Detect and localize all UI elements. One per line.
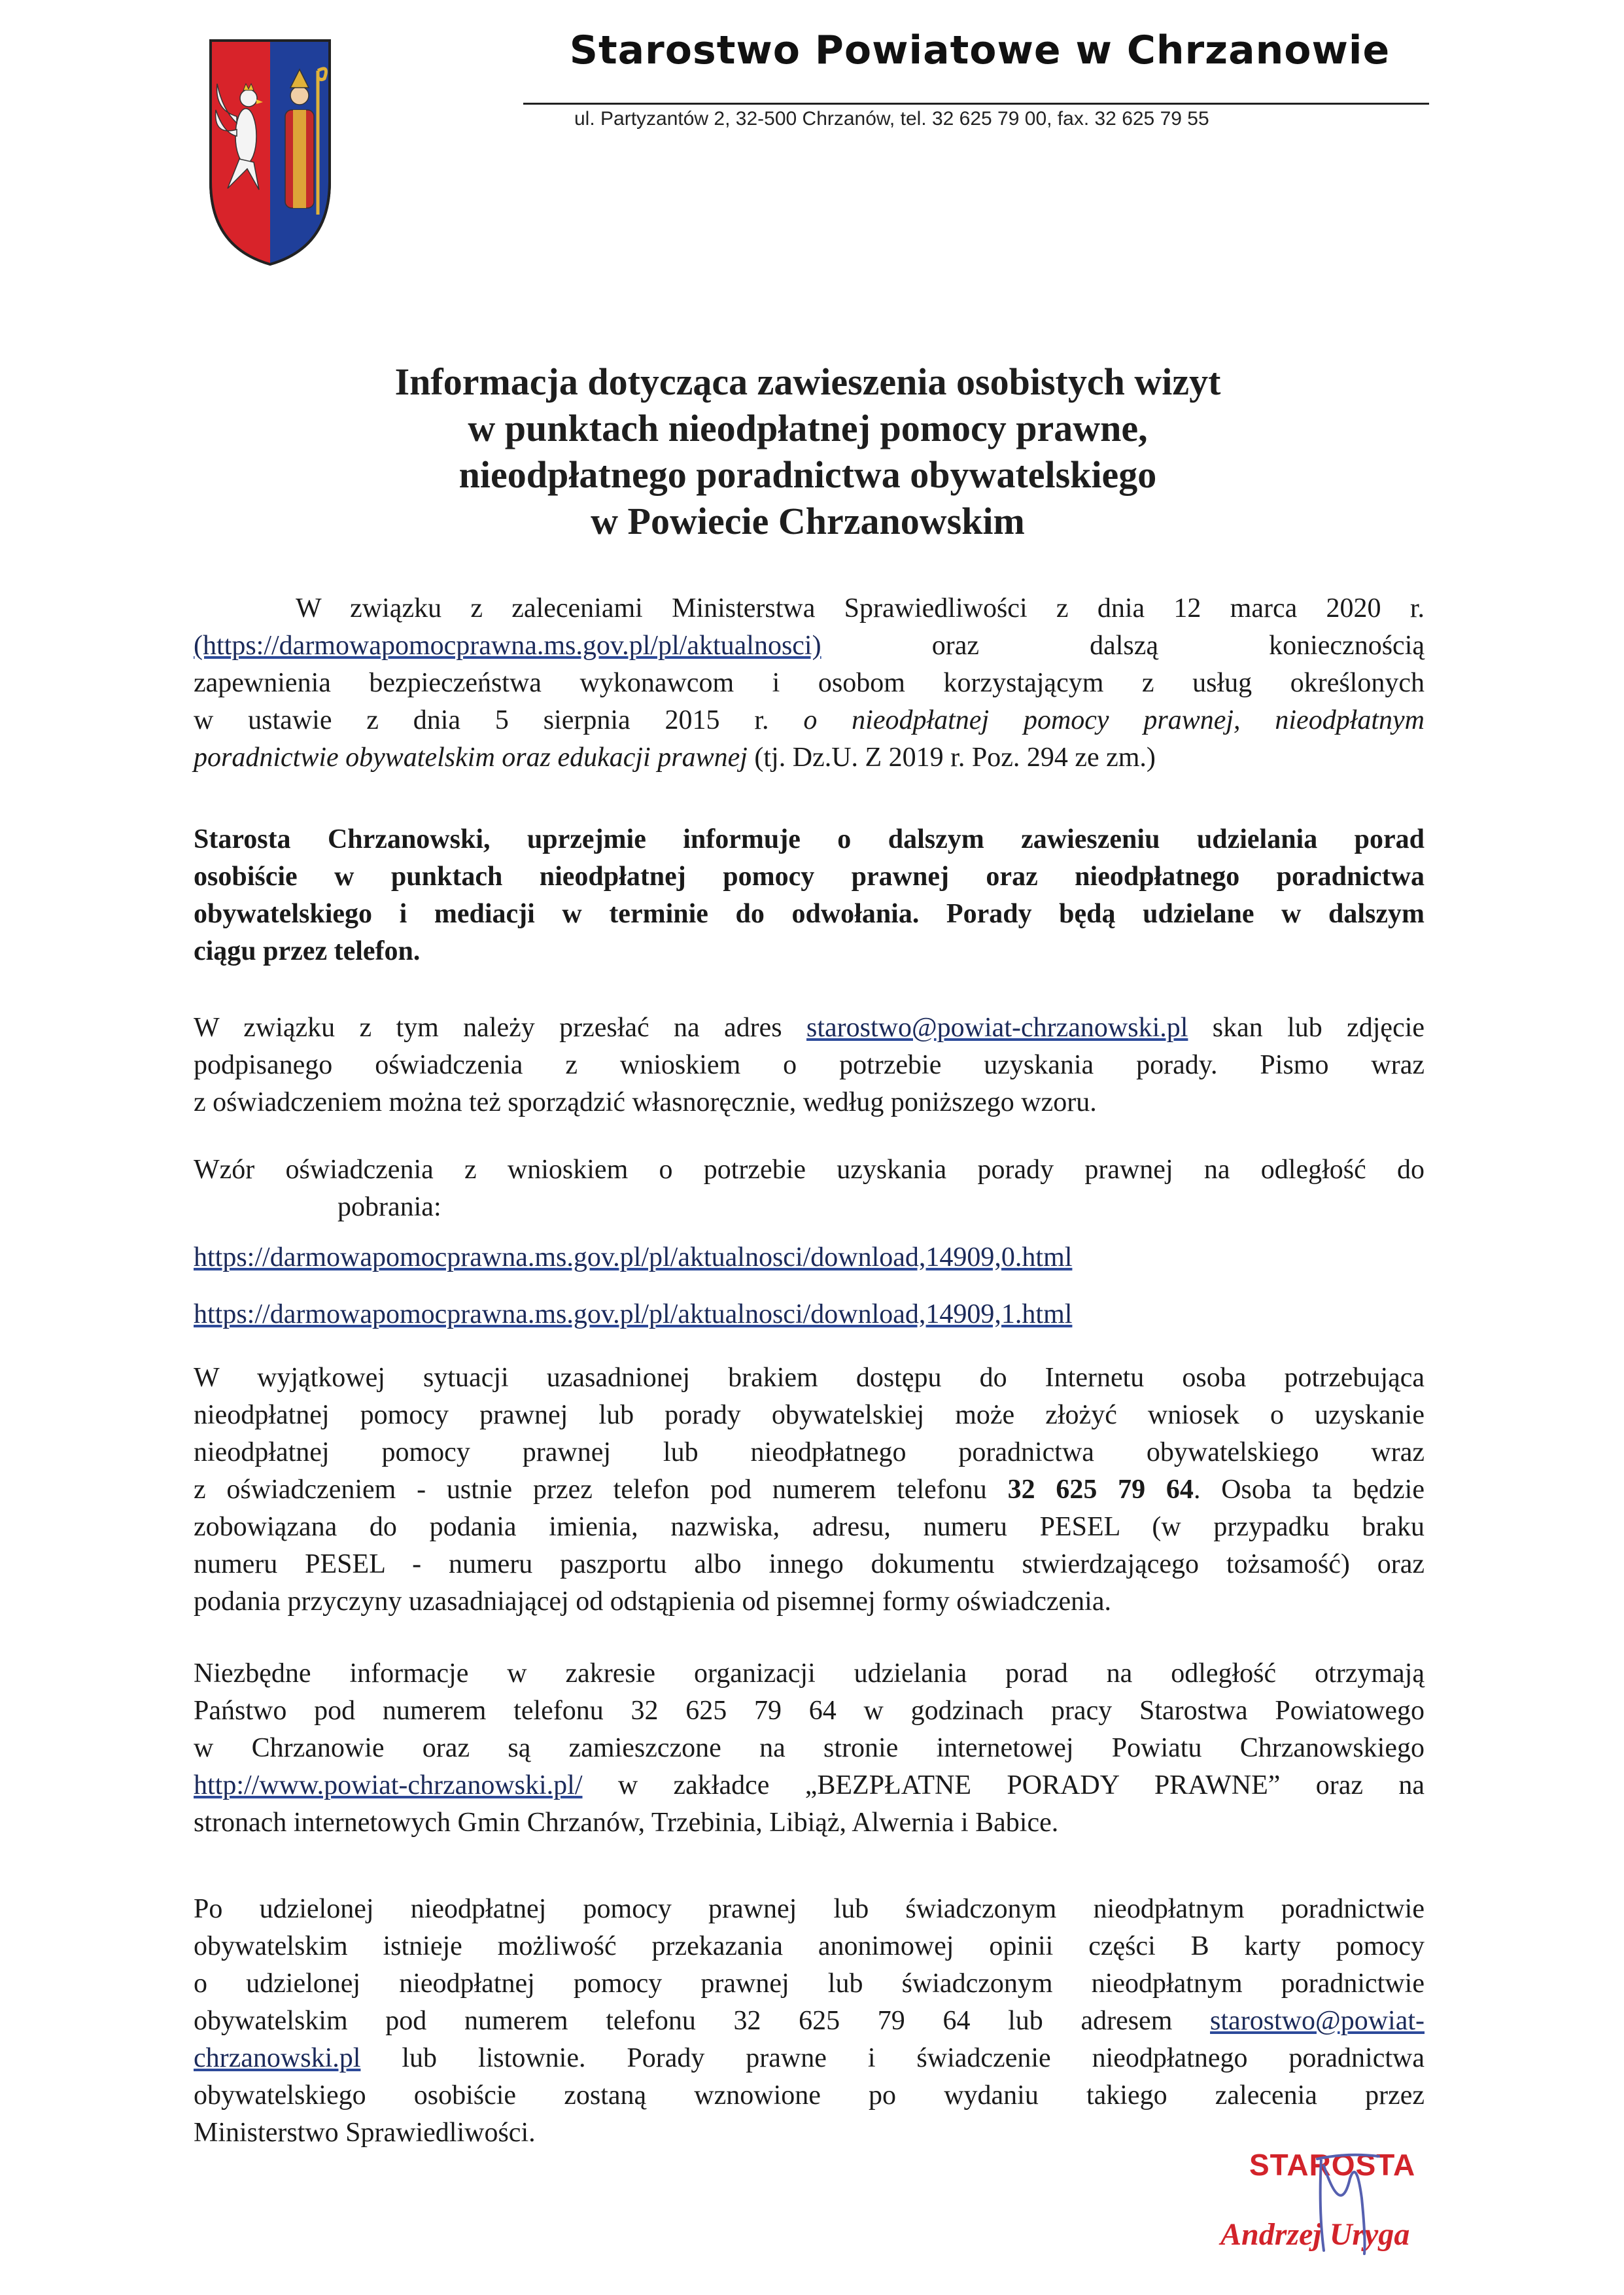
text-line: nieodpłatnej pomocy prawnej lub porady obywatelskiej może złożyć wniosek o uzyskanie <box>194 1400 1425 1430</box>
text-line: obywatelskim istnieje możliwość przekazania anonimowej opinii części B karty pomocy <box>194 1931 1425 1961</box>
document-title <box>196 359 1419 544</box>
county-website-link[interactable]: http://www.powiat-chrzanowski.pl/ <box>194 1770 583 1800</box>
act-title-fragment: o nieodpłatnej pomocy prawnej, nieodpłatnym <box>803 705 1425 735</box>
text-fragment: oraz dalszą koniecznością <box>931 631 1425 661</box>
text-line <box>194 1471 1425 1509</box>
text-line: osobiście w punktach nieodpłatnej pomocy prawnej oraz nieodpłatnego poradnictwa <box>194 862 1425 892</box>
template-download-paragraph <box>194 1151 1425 1226</box>
text-line: W wyjątkowej sytuacji uzasadnionej brakiem dostępu do Internetu osoba potrzebująca <box>194 1363 1425 1393</box>
text-line <box>194 627 1425 665</box>
title-line: w Powiecie Chrzanowskim <box>591 500 1025 542</box>
text-fragment: lub listownie. Porady prawne i świadczenie nieodpłatnego poradnictwa <box>402 2043 1425 2073</box>
text-line: Po udzielonej nieodpłatnej pomocy prawnej lub świadczonym nieodpłatnym poradnictwie <box>194 1894 1425 1924</box>
text-line: Niezbędne informacje w zakresie organizacji udzielania porad na odległość otrzymają <box>194 1658 1425 1689</box>
title-line: nieodpłatnego poradnictwa obywatelskiego <box>458 453 1157 496</box>
text-line: podania przyczyny uzasadniającej od odstąpienia od pisemnej formy oświadczenia. <box>194 1586 1111 1617</box>
office-name: Starostwo Powiatowe w Chrzanowie <box>569 27 1391 73</box>
text-line: zapewnienia bezpieczeństwa wykonawcom i osobom korzystającym z usług określonych <box>194 668 1425 698</box>
announcement-paragraph <box>194 821 1425 970</box>
signature-name: Andrzej Uryga <box>1220 2217 1410 2252</box>
text-fragment: z oświadczeniem - ustnie przez telefon pod numerem telefonu <box>194 1475 987 1505</box>
text-line <box>194 702 1425 739</box>
text-line: podpisanego oświadczenia z wnioskiem o potrzebie uzyskania porady. Pismo wraz <box>194 1050 1425 1080</box>
download-link-1[interactable] <box>194 1299 1072 1330</box>
text-fragment: W związku z tym należy przesłać na adres <box>194 1013 782 1043</box>
email-link[interactable]: starostwo@powiat-chrzanowski.pl <box>806 1013 1188 1043</box>
header-divider <box>523 103 1429 105</box>
phone-request-paragraph <box>194 1359 1425 1621</box>
text-line: stronach internetowych Gmin Chrzanów, Trzebinia, Libiąż, Alwernia i Babice. <box>194 1808 1059 1838</box>
text-line: ciągu przez telefon. <box>194 936 421 966</box>
act-title-fragment: poradnictwie obywatelskim oraz edukacji prawnej <box>194 743 748 773</box>
office-address: ul. Partyzantów 2, 32-500 Chrzanów, tel. 32 625 79 00, fax. 32 625 79 55 <box>574 108 1209 130</box>
text-line: numeru PESEL - numeru paszportu albo innego dokumentu stwierdzającego tożsamość) oraz <box>194 1549 1425 1579</box>
text-line: o udzielonej nieodpłatnej pomocy prawnej lub świadczonym nieodpłatnym poradnictwie <box>194 1969 1425 1999</box>
text-fragment: . Osoba ta będzie <box>1193 1475 1425 1505</box>
text-fragment: w zakładce „BEZPŁATNE PORADY PRAWNE” oraz na <box>617 1770 1425 1800</box>
text-line <box>194 2040 1425 2077</box>
coat-of-arms-logo <box>208 38 332 267</box>
phone-number: 32 625 79 64 <box>1007 1475 1194 1505</box>
text-line: Starosta Chrzanowski, uprzejmie informuje o dalszym zawieszeniu udzielania porad <box>194 824 1425 854</box>
intro-paragraph <box>194 590 1425 777</box>
title-line: Informacja dotycząca zawieszenia osobistych wizyt <box>394 360 1221 403</box>
text-fragment: w ustawie z dnia 5 sierpnia 2015 r. <box>194 705 769 735</box>
handwritten-signature <box>1302 2139 1393 2264</box>
text-line <box>194 2003 1425 2040</box>
text-line: nieodpłatnej pomocy prawnej lub nieodpłatnego poradnictwa obywatelskiego wraz <box>194 1437 1425 1467</box>
text-line: obywatelskiego osobiście zostaną wznowione po wydaniu takiego zalecenia przez <box>194 2080 1425 2111</box>
text-line: pobrania: <box>337 1192 441 1222</box>
email-link-part-1[interactable]: starostwo@powiat- <box>1210 2006 1425 2036</box>
text-line: Państwo pod numerem telefonu 32 625 79 64 w godzinach pracy Starostwa Powiatowego <box>194 1696 1425 1726</box>
text-line: zobowiązana do podania imienia, nazwiska, adresu, numeru PESEL (w przypadku braku <box>194 1512 1425 1542</box>
text-line: w Chrzanowie oraz są zamieszczone na stronie internetowej Powiatu Chrzanowskiego <box>194 1733 1425 1763</box>
download-link-text[interactable]: https://darmowapomocprawna.ms.gov.pl/pl/aktualnosci/download,14909,0.html <box>194 1242 1073 1272</box>
download-link-text[interactable]: https://darmowapomocprawna.ms.gov.pl/pl/aktualnosci/download,14909,1.html <box>194 1299 1073 1329</box>
text-fragment: obywatelskim pod numerem telefonu 32 625 79 64 lub adresem <box>194 2006 1173 2036</box>
title-line: w punktach nieodpłatnej pomocy prawne, <box>468 407 1148 449</box>
signature-title: STAROSTA <box>1249 2148 1416 2182</box>
text-line <box>194 1009 1425 1047</box>
text-line <box>194 739 1425 777</box>
text-line: obywatelskiego i mediacji w terminie do odwołania. Porady będą udzielane w dalszym <box>194 899 1425 929</box>
text-fragment: (tj. Dz.U. Z 2019 r. Poz. 294 ze zm.) <box>754 743 1156 773</box>
ministry-news-link[interactable]: (https://darmowapomocprawna.ms.gov.pl/pl/aktualnosci) <box>194 631 821 661</box>
information-paragraph <box>194 1655 1425 1842</box>
text-fragment: skan lub zdjęcie <box>1212 1013 1425 1043</box>
text-line: z oświadczeniem można też sporządzić własnoręcznie, według poniższego wzoru. <box>194 1087 1097 1117</box>
text-line: Wzór oświadczenia z wnioskiem o potrzebie uzyskania porady prawnej na odległość do <box>194 1155 1425 1185</box>
download-link-0[interactable] <box>194 1242 1072 1273</box>
text-line <box>194 1767 1425 1804</box>
text-line: W związku z zaleceniami Ministerstwa Sprawiedliwości z dnia 12 marca 2020 r. <box>296 593 1425 623</box>
text-line: Ministerstwo Sprawiedliwości. <box>194 2118 536 2148</box>
email-link-part-2[interactable]: chrzanowski.pl <box>194 2043 361 2073</box>
email-instructions-paragraph <box>194 1009 1425 1121</box>
feedback-paragraph <box>194 1891 1425 2152</box>
